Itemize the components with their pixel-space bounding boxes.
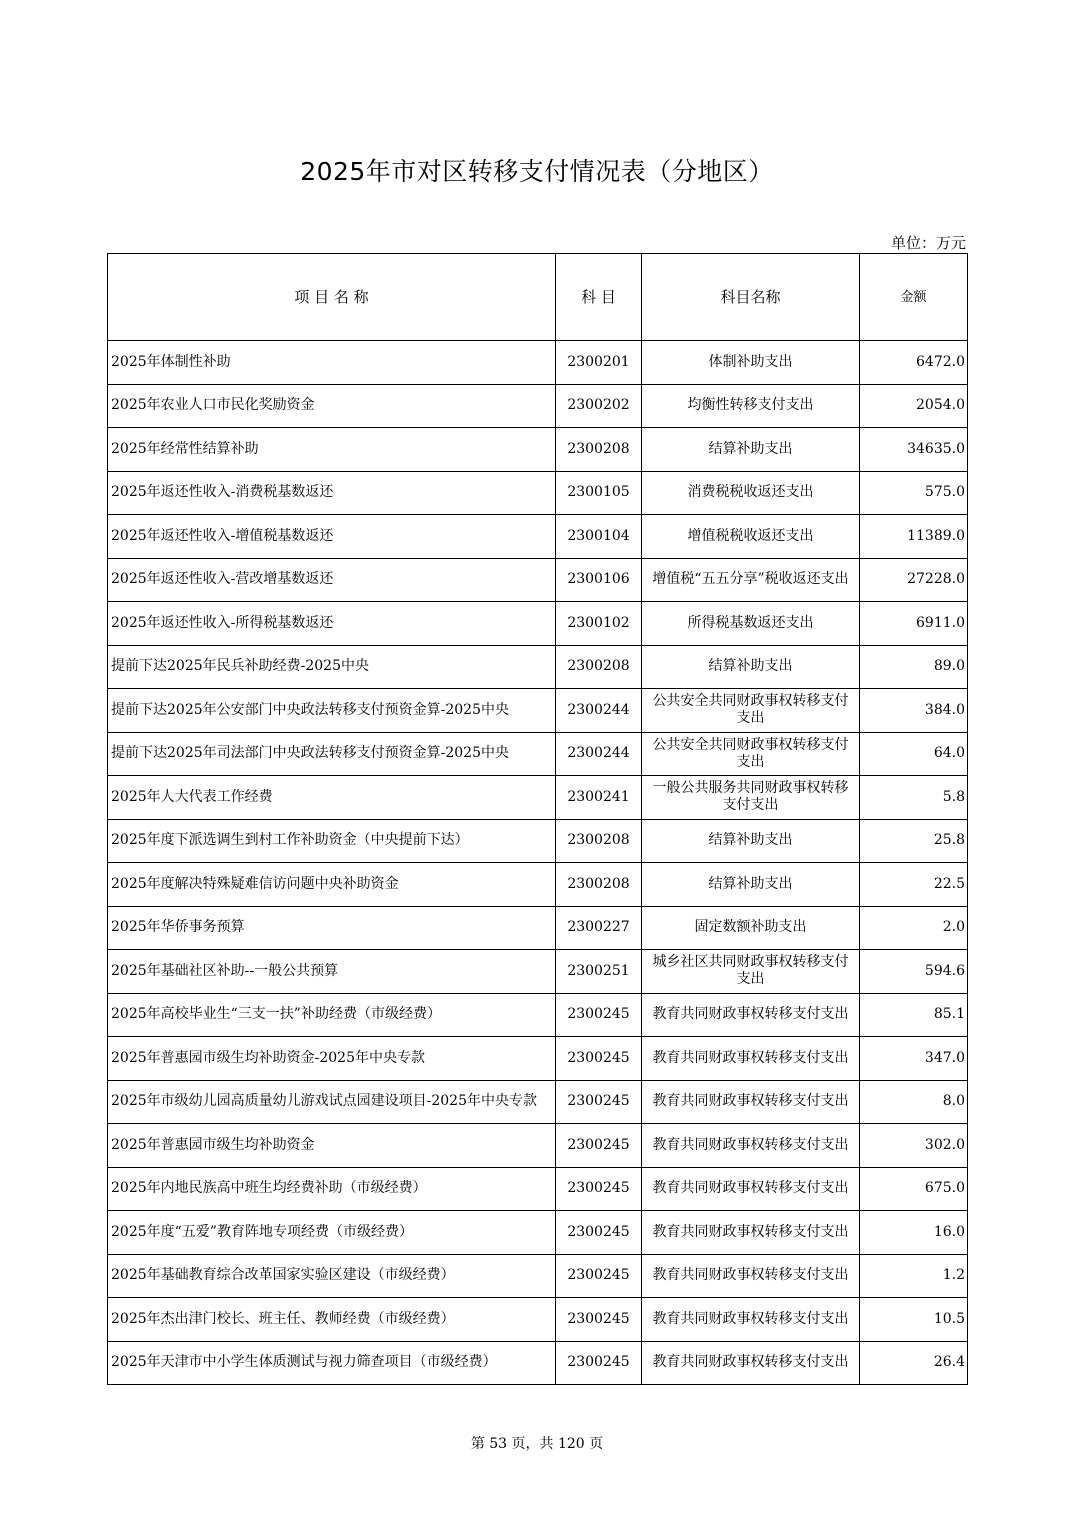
header-item-name: 项 目 名 称 [108, 254, 556, 341]
table-row [108, 1341, 968, 1385]
code-cell: 2300245 [556, 1341, 642, 1385]
code-cell: 2300227 [556, 906, 642, 950]
code-cell: 2300245 [556, 1124, 642, 1168]
code-cell: 2300251 [556, 950, 642, 994]
item-name-cell: 2025年度“五爱”教育阵地专项经费（市级经费） [108, 1211, 556, 1255]
amount-cell: 8.0 [860, 1080, 968, 1124]
table-row [108, 776, 968, 820]
code-cell: 2300105 [556, 471, 642, 515]
item-name-cell: 2025年内地民族高中班生均经费补助（市级经费） [108, 1167, 556, 1211]
code-cell: 2300245 [556, 1167, 642, 1211]
item-name-cell: 2025年华侨事务预算 [108, 906, 556, 950]
amount-cell: 27228.0 [860, 558, 968, 602]
amount-cell: 1.2 [860, 1254, 968, 1298]
table-row [108, 384, 968, 428]
item-name-cell: 2025年农业人口市民化奖励资金 [108, 384, 556, 428]
table-body [108, 341, 968, 1385]
amount-cell: 6911.0 [860, 602, 968, 646]
table-row [108, 428, 968, 472]
header-subject-name: 科目名称 [642, 254, 860, 341]
amount-cell: 22.5 [860, 863, 968, 907]
item-name-cell: 2025年基础社区补助--一般公共预算 [108, 950, 556, 994]
item-name-cell: 2025年人大代表工作经费 [108, 776, 556, 820]
subject-name-cell: 体制补助支出 [642, 341, 860, 385]
amount-cell: 16.0 [860, 1211, 968, 1255]
subject-name-cell: 教育共同财政事权转移支付支出 [642, 1341, 860, 1385]
subject-name-cell: 教育共同财政事权转移支付支出 [642, 1211, 860, 1255]
amount-cell: 302.0 [860, 1124, 968, 1168]
table-row [108, 1254, 968, 1298]
amount-cell: 2.0 [860, 906, 968, 950]
table-row [108, 1211, 968, 1255]
item-name-cell: 2025年天津市中小学生体质测试与视力筛查项目（市级经费） [108, 1341, 556, 1385]
code-cell: 2300245 [556, 1254, 642, 1298]
table-row [108, 558, 968, 602]
subject-name-cell: 教育共同财政事权转移支付支出 [642, 1037, 860, 1081]
table-row [108, 993, 968, 1037]
item-name-cell: 2025年度解决特殊疑难信访问题中央补助资金 [108, 863, 556, 907]
table-row [108, 602, 968, 646]
item-name-cell: 2025年体制性补助 [108, 341, 556, 385]
code-cell: 2300208 [556, 645, 642, 689]
subject-name-cell: 公共安全共同财政事权转移支付支出 [642, 732, 860, 776]
amount-cell: 575.0 [860, 471, 968, 515]
code-cell: 2300244 [556, 732, 642, 776]
page-title: 2025年市对区转移支付情况表（分地区） [300, 157, 774, 186]
header-amount: 金额 [860, 254, 968, 341]
item-name-cell: 2025年返还性收入-所得税基数返还 [108, 602, 556, 646]
code-cell: 2300245 [556, 1080, 642, 1124]
page-number: 第 53 页，共 120 页 [470, 1436, 604, 1452]
item-name-cell: 2025年返还性收入-增值税基数返还 [108, 515, 556, 559]
subject-name-cell: 教育共同财政事权转移支付支出 [642, 1124, 860, 1168]
subject-name-cell: 增值税“五五分享”税收返还支出 [642, 558, 860, 602]
table-row [108, 515, 968, 559]
item-name-cell: 2025年度下派选调生到村工作补助资金（中央提前下达） [108, 819, 556, 863]
subject-name-cell: 固定数额补助支出 [642, 906, 860, 950]
header-code: 科 目 [556, 254, 642, 341]
table-row [108, 732, 968, 776]
table-row [108, 1080, 968, 1124]
subject-name-cell: 教育共同财政事权转移支付支出 [642, 1254, 860, 1298]
amount-cell: 85.1 [860, 993, 968, 1037]
amount-cell: 25.8 [860, 819, 968, 863]
code-cell: 2300245 [556, 1298, 642, 1342]
subject-name-cell: 公共安全共同财政事权转移支付支出 [642, 689, 860, 733]
table-row [108, 819, 968, 863]
table-row [108, 1124, 968, 1168]
item-name-cell: 2025年杰出津门校长、班主任、教师经费（市级经费） [108, 1298, 556, 1342]
amount-cell: 89.0 [860, 645, 968, 689]
amount-cell: 64.0 [860, 732, 968, 776]
subject-name-cell: 教育共同财政事权转移支付支出 [642, 993, 860, 1037]
amount-cell: 26.4 [860, 1341, 968, 1385]
table-row [108, 1298, 968, 1342]
subject-name-cell: 结算补助支出 [642, 863, 860, 907]
table-row [108, 689, 968, 733]
subject-name-cell: 教育共同财政事权转移支付支出 [642, 1298, 860, 1342]
amount-cell: 347.0 [860, 1037, 968, 1081]
subject-name-cell: 教育共同财政事权转移支付支出 [642, 1080, 860, 1124]
table-header-row [108, 254, 968, 341]
subject-name-cell: 消费税税收返还支出 [642, 471, 860, 515]
code-cell: 2300208 [556, 863, 642, 907]
item-name-cell: 2025年高校毕业生“三支一扶”补助经费（市级经费） [108, 993, 556, 1037]
amount-cell: 2054.0 [860, 384, 968, 428]
code-cell: 2300241 [556, 776, 642, 820]
item-name-cell: 2025年普惠园市级生均补助资金 [108, 1124, 556, 1168]
code-cell: 2300102 [556, 602, 642, 646]
amount-cell: 5.8 [860, 776, 968, 820]
table-row [108, 341, 968, 385]
code-cell: 2300245 [556, 1211, 642, 1255]
transfer-payment-table [107, 253, 968, 1385]
amount-cell: 384.0 [860, 689, 968, 733]
amount-cell: 675.0 [860, 1167, 968, 1211]
item-name-cell: 2025年普惠园市级生均补助资金-2025年中央专款 [108, 1037, 556, 1081]
item-name-cell: 2025年返还性收入-消费税基数返还 [108, 471, 556, 515]
amount-cell: 6472.0 [860, 341, 968, 385]
table-row [108, 906, 968, 950]
table-row [108, 471, 968, 515]
item-name-cell: 2025年经常性结算补助 [108, 428, 556, 472]
item-name-cell: 2025年市级幼儿园高质量幼儿游戏试点园建设项目-2025年中央专款 [108, 1080, 556, 1124]
amount-cell: 11389.0 [860, 515, 968, 559]
subject-name-cell: 结算补助支出 [642, 428, 860, 472]
amount-cell: 10.5 [860, 1298, 968, 1342]
code-cell: 2300245 [556, 1037, 642, 1081]
subject-name-cell: 结算补助支出 [642, 819, 860, 863]
table-row [108, 1167, 968, 1211]
table-row [108, 950, 968, 994]
code-cell: 2300104 [556, 515, 642, 559]
subject-name-cell: 所得税基数返还支出 [642, 602, 860, 646]
amount-cell: 34635.0 [860, 428, 968, 472]
item-name-cell: 提前下达2025年民兵补助经费-2025中央 [108, 645, 556, 689]
subject-name-cell: 均衡性转移支付支出 [642, 384, 860, 428]
item-name-cell: 提前下达2025年公安部门中央政法转移支付预资金算-2025中央 [108, 689, 556, 733]
subject-name-cell: 教育共同财政事权转移支付支出 [642, 1167, 860, 1211]
unit-label: 单位：万元 [890, 234, 966, 252]
code-cell: 2300208 [556, 428, 642, 472]
subject-name-cell: 增值税税收返还支出 [642, 515, 860, 559]
code-cell: 2300244 [556, 689, 642, 733]
item-name-cell: 提前下达2025年司法部门中央政法转移支付预资金算-2025中央 [108, 732, 556, 776]
table-row [108, 1037, 968, 1081]
code-cell: 2300106 [556, 558, 642, 602]
code-cell: 2300245 [556, 993, 642, 1037]
subject-name-cell: 城乡社区共同财政事权转移支付支出 [642, 950, 860, 994]
subject-name-cell: 一般公共服务共同财政事权转移支付支出 [642, 776, 860, 820]
code-cell: 2300201 [556, 341, 642, 385]
code-cell: 2300208 [556, 819, 642, 863]
table-row [108, 863, 968, 907]
item-name-cell: 2025年返还性收入-营改增基数返还 [108, 558, 556, 602]
table-row [108, 645, 968, 689]
subject-name-cell: 结算补助支出 [642, 645, 860, 689]
code-cell: 2300202 [556, 384, 642, 428]
item-name-cell: 2025年基础教育综合改革国家实验区建设（市级经费） [108, 1254, 556, 1298]
amount-cell: 594.6 [860, 950, 968, 994]
